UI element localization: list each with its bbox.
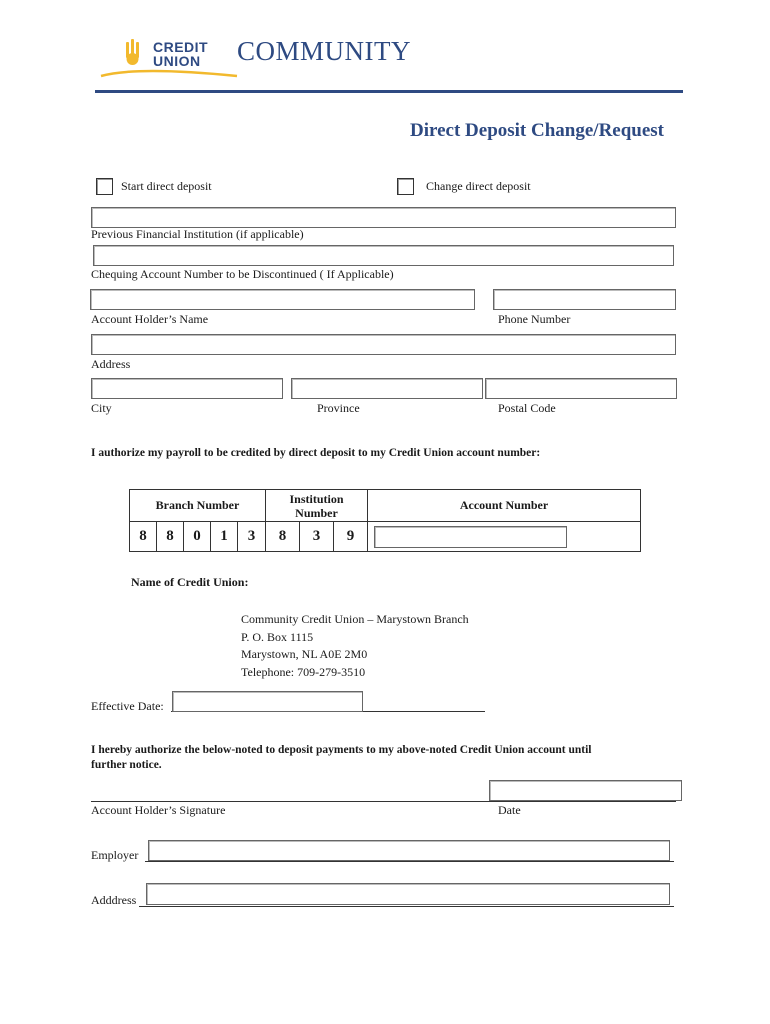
date-field[interactable] [489, 780, 682, 801]
city-label: City [91, 401, 112, 415]
phone-field[interactable] [493, 289, 676, 310]
employer-address-underline [139, 906, 674, 907]
employer-address-field[interactable] [146, 883, 670, 905]
hereby-authorize-line2: further notice. [91, 759, 162, 771]
change-deposit-label: Change direct deposit [426, 179, 531, 193]
start-deposit-label: Start direct deposit [121, 179, 212, 193]
signature-underline [91, 801, 676, 802]
holder-name-label: Account Holder’s Name [91, 312, 209, 326]
employer-underline [145, 861, 674, 862]
header-rule [95, 90, 683, 93]
change-deposit-checkbox[interactable] [397, 178, 414, 195]
chequing-account-field[interactable] [93, 245, 674, 266]
institution-digit-1: 8 [266, 522, 300, 552]
logo-credit-text: CREDIT [153, 39, 209, 55]
institution-digit-3: 9 [334, 522, 368, 552]
branch-digit-1: 8 [130, 522, 157, 552]
province-label: Province [317, 401, 360, 415]
credit-union-line4: Telephone: 709-279-3510 [241, 665, 366, 679]
postal-code-field[interactable] [485, 378, 677, 399]
logo-union-text: UNION [153, 53, 201, 69]
branch-number-header: Branch Number [130, 490, 266, 522]
credit-union-line1: Community Credit Union – Marystown Branch [241, 612, 469, 626]
effective-date-field[interactable] [172, 691, 363, 712]
logo-community-text: COMMUNITY [237, 36, 412, 66]
effective-date-label: Effective Date: [91, 699, 164, 713]
institution-digit-2: 3 [300, 522, 334, 552]
authorize-text: I authorize my payroll to be credited by direct deposit to my Credit Union account number: [91, 447, 541, 459]
account-number-field[interactable] [374, 526, 567, 548]
address-label: Address [91, 357, 131, 371]
address-field[interactable] [91, 334, 676, 355]
page-title: Direct Deposit Change/Request [410, 120, 665, 141]
start-deposit-checkbox[interactable] [96, 178, 113, 195]
employer-address-label: Adddress [91, 893, 137, 907]
signature-label: Account Holder’s Signature [91, 803, 226, 817]
hereby-authorize-line1: I hereby authorize the below-noted to deposit payments to my above-noted Credit Union account until [91, 744, 592, 756]
branch-digit-2: 8 [157, 522, 184, 552]
city-field[interactable] [91, 378, 283, 399]
chequing-account-label: Chequing Account Number to be Discontinued ( If Applicable) [91, 267, 394, 281]
postal-code-label: Postal Code [498, 401, 556, 415]
branch-digit-3: 0 [184, 522, 211, 552]
account-number-cell [368, 522, 641, 552]
account-number-table [129, 489, 641, 552]
institution-header-line1: Institution [289, 491, 344, 506]
credit-union-line3: Marystown, NL A0E 2M0 [241, 647, 368, 661]
account-number-header: Account Number [368, 490, 641, 522]
phone-label: Phone Number [498, 312, 571, 326]
employer-field[interactable] [148, 840, 670, 861]
previous-institution-label: Previous Financial Institution (if applicable) [91, 227, 304, 241]
province-field[interactable] [291, 378, 483, 399]
logo [97, 36, 417, 86]
credit-union-name-label: Name of Credit Union: [131, 575, 249, 589]
employer-label: Employer [91, 848, 139, 862]
previous-institution-field[interactable] [91, 207, 676, 228]
holder-name-field[interactable] [90, 289, 475, 310]
branch-digit-5: 3 [238, 522, 266, 552]
branch-digit-4: 1 [211, 522, 238, 552]
institution-header-line2: Number [295, 505, 338, 520]
date-label: Date [498, 803, 521, 817]
credit-union-line2: P. O. Box 1115 [241, 630, 314, 644]
institution-number-header [266, 490, 368, 522]
